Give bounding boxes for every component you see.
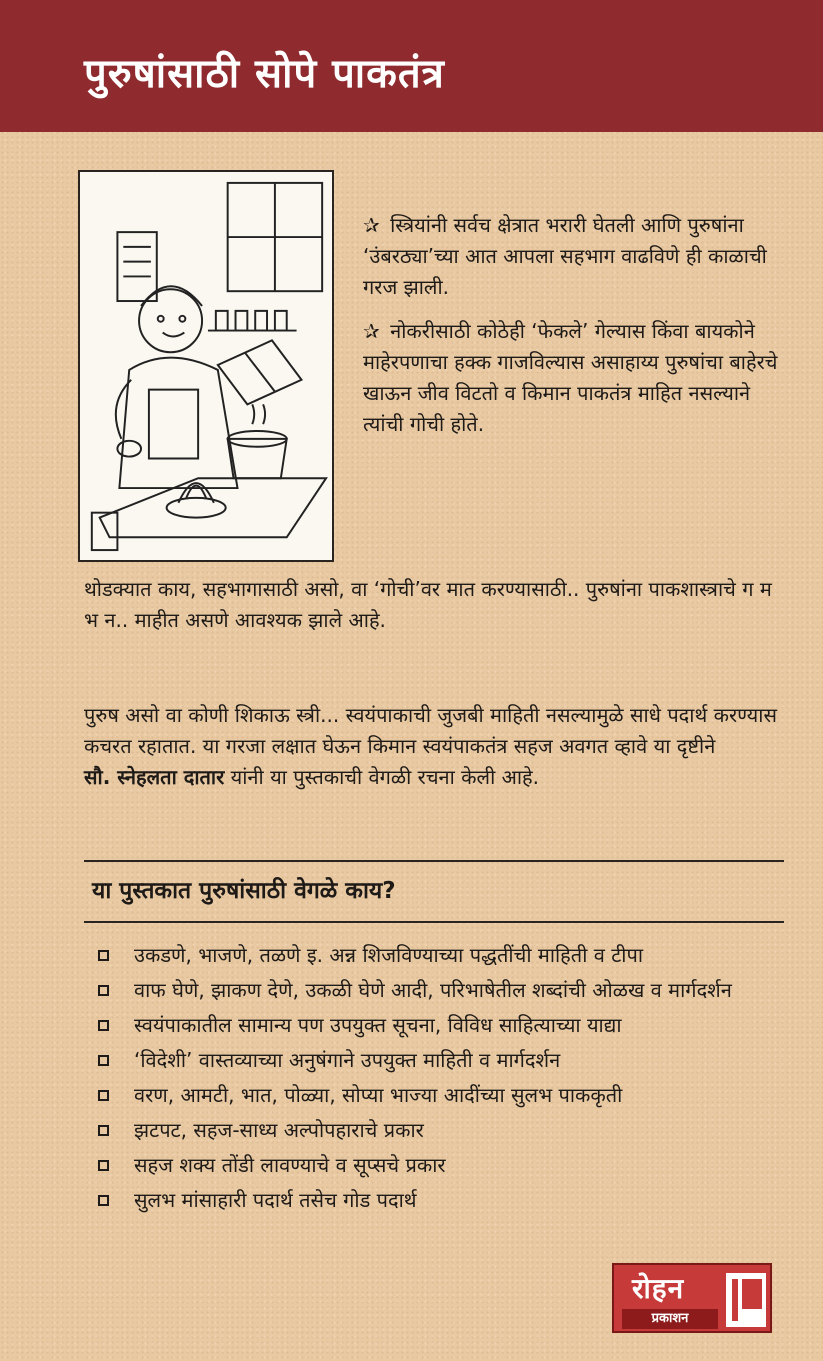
list-item-text: झटपट, सहज-साध्य अल्पोपहाराचे प्रकार (134, 1118, 424, 1142)
publisher-logo (612, 1263, 772, 1333)
list-item-text: वरण, आमटी, भात, पोळ्या, सोप्या भाज्या आदींच्या सुलभ पाककृती (134, 1083, 623, 1107)
list-item-text: सुलभ मांसाहारी पदार्थ तसेच गोड पदार्थ (134, 1188, 417, 1212)
checkbox-bullet-icon (98, 1160, 109, 1171)
intro-point-text: नोकरीसाठी कोठेही ‘फेकले’ गेल्यास किंवा बायकोने माहेरपणाचा हक्क गाजविल्यास असाहाय्य पुरुषांचा बाहेरचे खाऊन जीव विटतो व किमान पाकतंत्र माहित नसल्याने त्यांची गोची होते. (363, 319, 778, 436)
book-icon (724, 1271, 768, 1329)
intro-point (363, 210, 791, 303)
list-item-text: सहज शक्य तोंडी लावण्याचे व सूप्सचे प्रकार (134, 1153, 446, 1177)
checkbox-bullet-icon (98, 950, 109, 961)
star-bullet-icon: ✰ (363, 213, 380, 237)
checkbox-bullet-icon (98, 1090, 109, 1101)
summary-paragraph: थोडक्यात काय, सहभागासाठी असो, वा ‘गोची’वर मात करण्यासाठी.. पुरुषांना पाकशास्त्राचे ग म भ न.. माहीत असणे आवश्यक झाले आहे. (84, 577, 772, 632)
description-text-end: यांनी या पुस्तकाची वेगळी रचना केली आहे. (224, 765, 540, 789)
author-name: सौ. स्नेहलता दातार (84, 765, 225, 789)
list-item-text: उकडणे, भाजणे, तळणे इ. अन्न शिजविण्याच्या पद्धतींची माहिती व टीपा (134, 943, 644, 967)
cooking-cartoon-illustration (78, 170, 334, 562)
book-title: पुरुषांसाठी सोपे पाकतंत्र (84, 51, 445, 97)
list-item (96, 1150, 796, 1181)
list-item (96, 1010, 796, 1041)
checkbox-bullet-icon (98, 1195, 109, 1206)
intro-points (363, 210, 791, 453)
checkbox-bullet-icon (98, 1125, 109, 1136)
list-item (96, 1115, 796, 1146)
list-item (96, 975, 796, 1006)
list-item (96, 1045, 796, 1076)
star-bullet-icon: ✰ (363, 319, 380, 343)
list-item-text: वाफ घेणे, झाकण देणे, उकळी घेणे आदी, परिभाषेतील शब्दांची ओळख व मार्गदर्शन (134, 978, 732, 1002)
section-divider-top (84, 860, 784, 862)
intro-point (363, 316, 791, 440)
publisher-label: प्रकाशन (622, 1309, 718, 1329)
list-item (96, 1080, 796, 1111)
intro-point-text: स्त्रियांनी सर्वच क्षेत्रात भरारी घेतली आणि पुरुषांना ‘उंबरठ्या’च्या आत आपला सहभाग वाढविणे ही काळाची गरज झाली. (363, 213, 767, 299)
features-list (96, 940, 796, 1220)
features-heading: या पुस्तकात पुरुषांसाठी वेगळे काय? (92, 878, 396, 904)
checkbox-bullet-icon (98, 985, 109, 996)
description-paragraph (84, 700, 784, 793)
checkbox-bullet-icon (98, 1020, 109, 1031)
section-divider-bottom (84, 921, 784, 923)
list-item-text: स्वयंपाकातील सामान्य पण उपयुक्त सूचना, विविध साहित्याच्या याद्या (134, 1013, 622, 1037)
publisher-name: रोहन (632, 1272, 685, 1305)
title-banner (0, 0, 823, 132)
checkbox-bullet-icon (98, 1055, 109, 1066)
list-item-text: ‘विदेशी’ वास्तव्याच्या अनुषंगाने उपयुक्त माहिती व मार्गदर्शन (134, 1048, 561, 1072)
description-text: पुरुष असो वा कोणी शिकाऊ स्त्री... स्वयंपाकाची जुजबी माहिती नसल्यामुळे साधे पदार्थ करण्यास कचरत रहातात. या गरजा लक्षात घेऊन किमान स्वयंपाकतंत्र सहज अवगत व्हावे या दृष्टीने (84, 703, 777, 758)
list-item (96, 1185, 796, 1216)
list-item (96, 940, 796, 971)
